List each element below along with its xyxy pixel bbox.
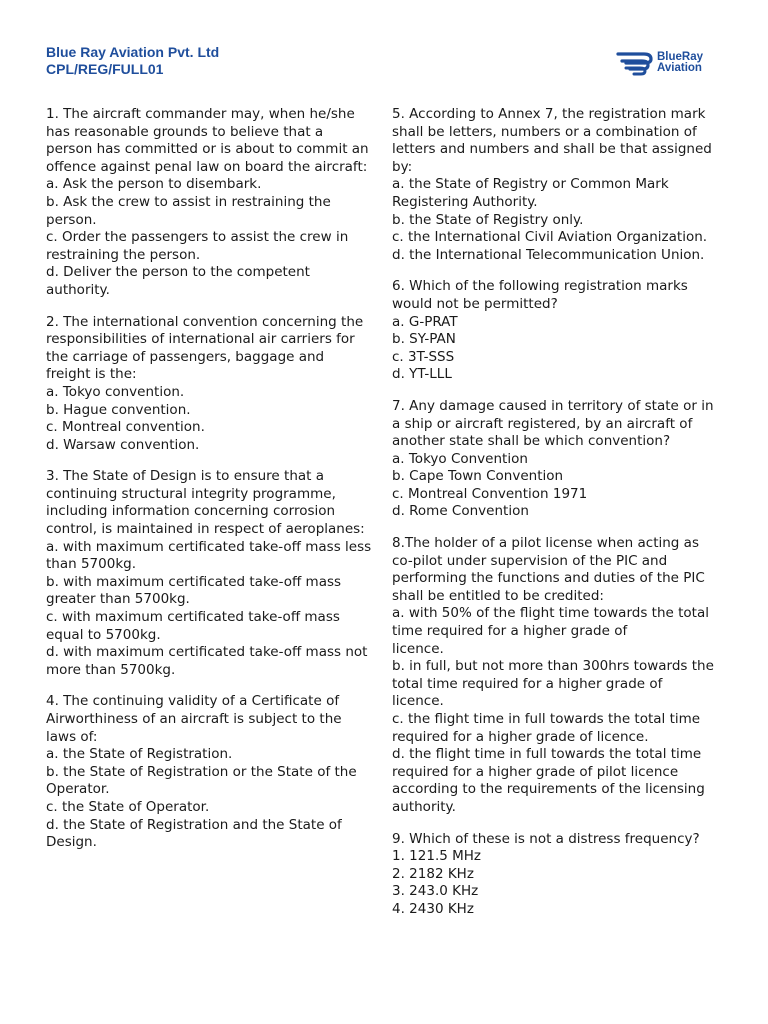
question-line: licence. [392,693,444,710]
question-block [392,535,722,817]
question-line: a. G-PRAT [392,313,458,330]
blueray-swoosh-icon [614,50,654,76]
question-line: would not be permitted? [392,295,558,312]
question-line: according to the requirements of the licensing [392,781,705,798]
question-line: required for a higher grade of licence. [392,728,649,745]
question-line: d. Rome Convention [392,503,529,520]
question-line: required for a higher grade of pilot licence [392,763,679,780]
logo-line-2: Aviation [657,62,702,74]
question-text: 9. Which of these is not a distress frequency? [392,830,700,847]
question-line: c. the State of Operator. [46,798,210,815]
question-line: c. Montreal Convention 1971 [392,485,588,502]
question-line: a. the State of Registration. [46,746,233,763]
question-line: the carriage of passengers, baggage and [46,348,325,365]
question-block [46,693,376,851]
question-line: greater than 5700kg. [46,591,190,608]
question-line: Operator. [46,781,110,798]
question-block [392,831,722,919]
question-line: b. Ask the crew to assist in restraining the [46,193,331,210]
question-line: c. 3T-SSS [392,348,455,365]
question-text: 8.The holder of a pilot license when acting as [392,535,699,552]
question-line: a. Tokyo convention. [46,383,185,400]
question-line: d. YT-LLL [392,366,452,383]
question-line: b. Hague convention. [46,401,191,418]
question-line: licence. [392,640,444,657]
question-line: laws of: [46,728,98,745]
question-block [46,314,376,455]
question-line: offence against penal law on board the aircraft: [46,158,368,175]
question-line: a. Ask the person to disembark. [46,176,262,193]
question-line: another state shall be which convention? [392,433,671,450]
question-line: freight is the: [46,366,137,383]
logo-wordmark [657,52,703,74]
question-line: performing the functions and duties of the PIC [392,570,705,587]
question-line: b. Cape Town Convention [392,468,564,485]
question-line: c. the flight time in full towards the total time [392,711,701,727]
question-line: 4. 2430 KHz [392,900,474,917]
question-line: b. with maximum certificated take-off mass [46,573,342,590]
question-line: Registering Authority. [392,193,538,210]
logo-line-1: BlueRay [657,51,704,63]
question-block [392,106,722,264]
question-line: b. in full, but not more than 300hrs towards the [392,658,714,675]
question-line: restraining the person. [46,246,201,263]
question-line: d. Deliver the person to the competent [46,264,310,281]
question-block [46,106,376,300]
question-line: letters and numbers and shall be that assigned [392,141,712,158]
question-line: a ship or aircraft registered, by an aircraft of [392,415,693,432]
question-line: more than 5700kg. [46,661,176,678]
question-line: equal to 5700kg. [46,626,161,643]
company-logo [614,50,703,76]
company-name: Blue Ray Aviation Pvt. Ltd [46,44,220,60]
question-line: total time required for a higher grade of [392,675,663,692]
question-line: a. with maximum certificated take-off mass less [46,538,372,555]
question-line: responsibilities of international air carriers for [46,331,355,348]
question-line: authority. [392,798,456,815]
question-text: 2. The international convention concerning the [46,313,364,330]
question-line: has reasonable grounds to believe that a [46,123,324,140]
question-line: a. the State of Registry or Common Mark [392,176,669,193]
question-line: b. the State of Registry only. [392,211,584,228]
question-block [392,398,722,521]
question-line: including information concerning corrosion [46,503,336,520]
question-line: c. with maximum certificated take-off mass [46,609,340,626]
question-text: 4. The continuing validity of a Certificate of [46,693,340,710]
question-line: c. Montreal convention. [46,419,205,436]
question-line: c. Order the passengers to assist the crew in [46,229,349,246]
question-line: control, is maintained in respect of aeroplanes: [46,521,365,538]
question-text: 1. The aircraft commander may, when he/she [46,106,355,122]
question-line: c. the International Civil Aviation Organization. [392,229,708,246]
question-line: d. the State of Registration and the State of [46,816,342,833]
question-line: d. Warsaw convention. [46,436,200,453]
right-column [392,106,722,933]
question-line: b. SY-PAN [392,331,456,348]
question-line: a. Tokyo Convention [392,450,528,467]
document-code: CPL/REG/FULL01 [46,61,164,77]
question-text: 6. Which of the following registration marks [392,278,688,295]
question-line: Design. [46,834,97,851]
question-block [46,468,376,679]
question-text: 7. Any damage caused in territory of state or in [392,397,714,414]
question-line: 3. 243.0 KHz [392,883,479,900]
question-line: by: [392,158,413,175]
question-text: 3. The State of Design is to ensure that a [46,468,325,485]
question-line: shall be letters, numbers or a combination of [392,123,697,140]
question-line: a. with 50% of the flight time towards the total [392,605,709,622]
question-block [392,278,722,384]
question-line: time required for a higher grade of [392,623,628,640]
question-line: shall be entitled to be credited: [392,587,604,604]
question-line: b. the State of Registration or the State of the [46,763,357,780]
left-column [46,106,376,866]
question-line: continuing structural integrity programme, [46,485,336,502]
question-line: co-pilot under supervision of the PIC and [392,552,668,569]
question-line: Airworthiness of an aircraft is subject to the [46,711,342,727]
question-line: than 5700kg. [46,556,137,573]
question-line: d. with maximum certificated take-off mass not [46,644,368,661]
question-line: authority. [46,281,110,298]
document-header [46,44,219,78]
question-line: person has committed or is about to commit an [46,141,369,158]
question-line: d. the flight time in full towards the total time [392,746,702,763]
question-text: 5. According to Annex 7, the registration mark [392,106,706,122]
question-line: 2. 2182 KHz [392,865,474,882]
question-line: 1. 121.5 MHz [392,848,481,865]
question-line: d. the International Telecommunication Union. [392,246,705,263]
question-line: person. [46,211,97,228]
